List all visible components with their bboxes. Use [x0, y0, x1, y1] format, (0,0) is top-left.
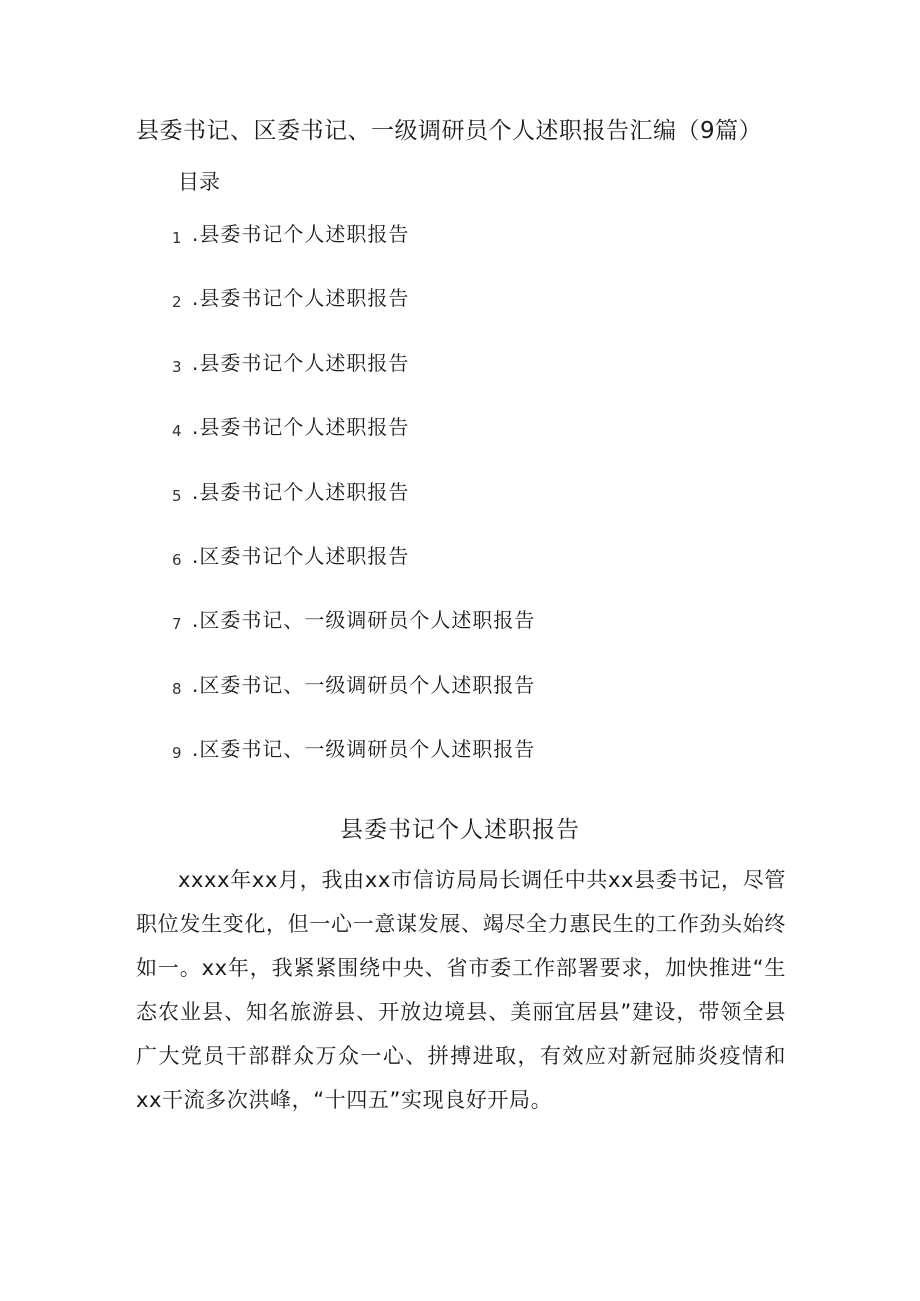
document-title: 县委书记、区委书记、一级调研员个人述职报告汇编（9篇） — [136, 118, 763, 144]
toc-item-number: 9 — [172, 744, 182, 763]
toc-item[interactable] — [172, 735, 535, 799]
toc-item[interactable] — [172, 220, 535, 284]
toc-item-label: .区委书记、一级调研员个人述职报告 — [192, 608, 536, 633]
toc-item-label: .县委书记个人述职报告 — [192, 222, 410, 246]
toc-item-label: .区委书记、一级调研员个人述职报告 — [192, 737, 536, 762]
toc-item-label: .区委书记个人述职报告 — [192, 543, 410, 568]
toc-item[interactable] — [172, 606, 535, 670]
toc-item-number: 6 — [172, 550, 182, 569]
toc-item-label: .区委书记、一级调研员个人述职报告 — [192, 672, 536, 697]
section-title: 县委书记个人述职报告 — [340, 817, 580, 843]
toc-item-label: .县委书记个人述职报告 — [192, 415, 410, 440]
body-paragraph: xxxx年xx月，我由xx市信访局局长调任中共xx县委书记，尽管职位发生变化，但一心一意谋发展、竭尽全力惠民生的工作劲头始终如一。xx年，我紧紧围绕中央、省市委工作部署要求，加快推进“生态农业县、知名旅游县、开放边境县、美丽宜居县”建设，带领全县广大党员干部群众万众一心、拼搏进取，有效应对新冠肺炎疫情和xx干流多次洪峰，“十四五”实现良好开局。 — [136, 868, 786, 1112]
toc-item-label: .县委书记个人述职报告 — [192, 479, 410, 504]
toc-item-label: .县委书记个人述职报告 — [192, 350, 410, 375]
toc-item[interactable] — [172, 413, 535, 477]
toc-heading: 目录 — [178, 170, 220, 194]
toc-item[interactable] — [172, 349, 535, 413]
toc-item-label: .县委书记个人述职报告 — [192, 286, 410, 311]
table-of-contents — [172, 220, 535, 800]
toc-item[interactable] — [172, 542, 535, 606]
toc-item-number: 3 — [172, 357, 182, 376]
toc-item[interactable] — [172, 284, 535, 348]
toc-item-number: 8 — [172, 679, 182, 698]
toc-item-number: 5 — [172, 486, 182, 505]
toc-item-number: 2 — [172, 293, 182, 312]
toc-item-number: 1 — [172, 229, 182, 247]
toc-item[interactable] — [172, 671, 535, 735]
toc-item-number: 4 — [172, 422, 182, 441]
toc-item[interactable] — [172, 478, 535, 542]
toc-item-number: 7 — [172, 615, 182, 634]
